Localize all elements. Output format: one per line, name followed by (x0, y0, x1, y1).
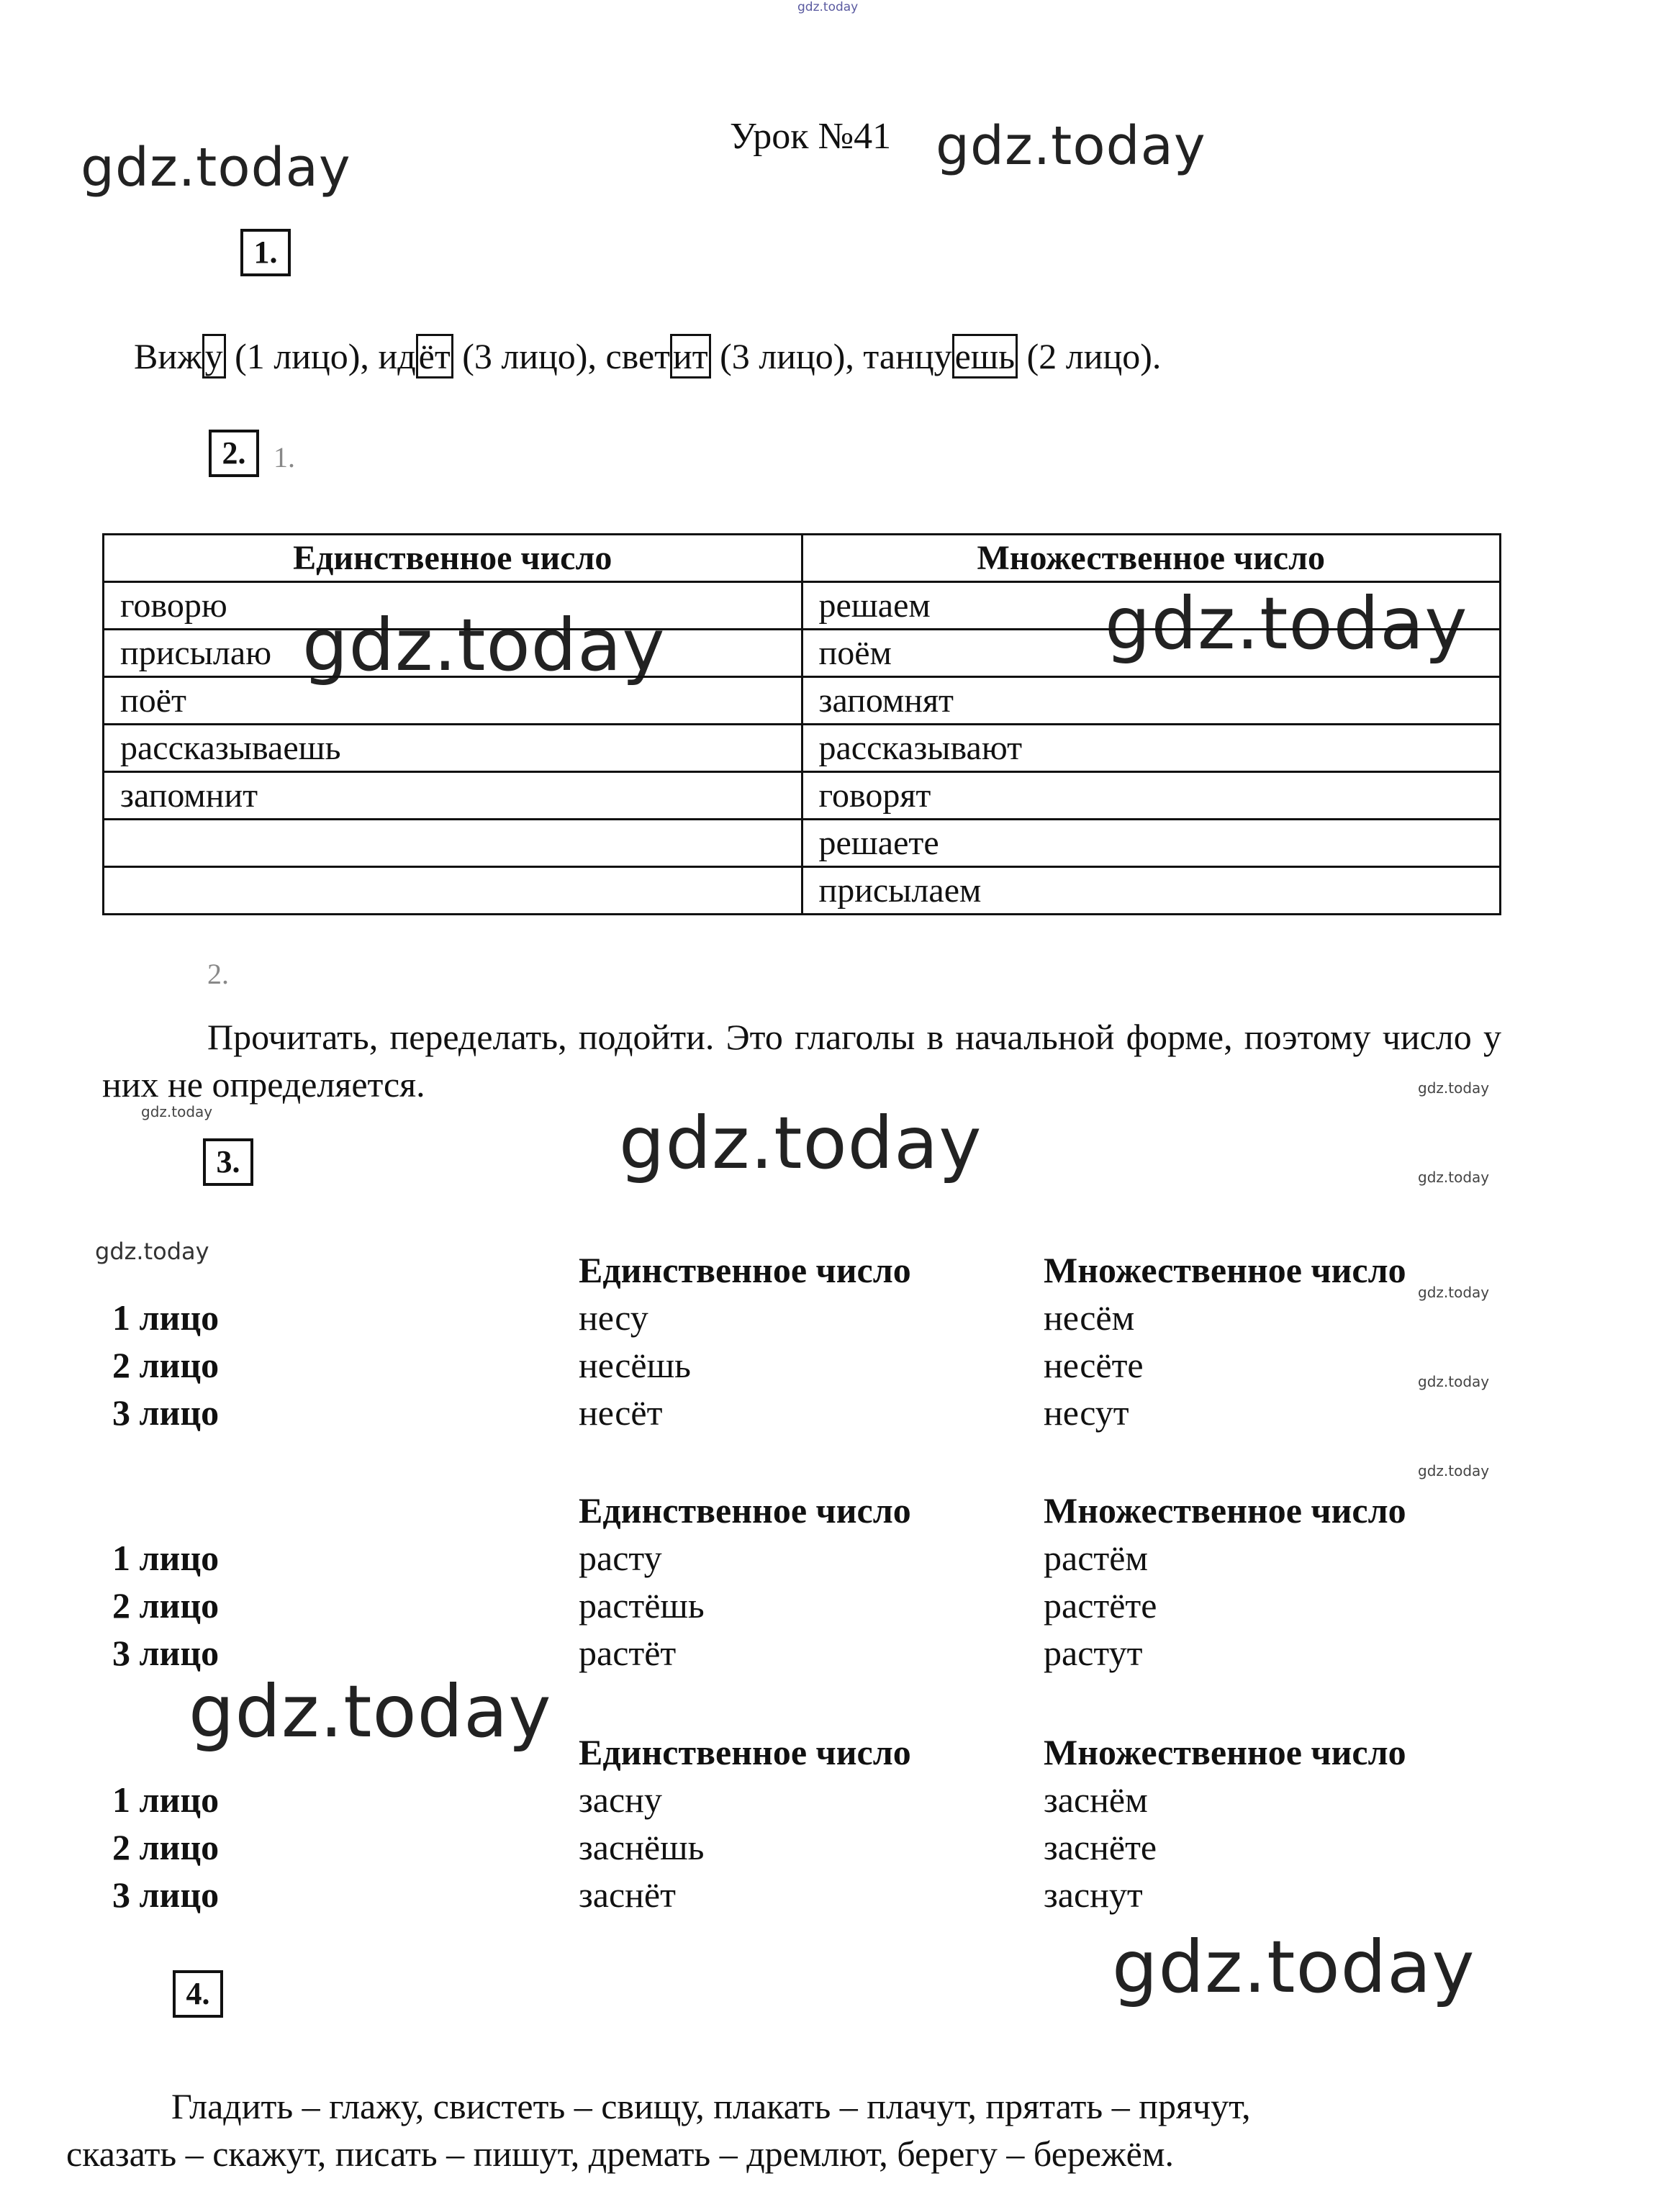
form-singular: растёшь (579, 1585, 705, 1626)
person-label: 2 лицо (112, 1345, 220, 1385)
watermark: gdz.today (1418, 1284, 1490, 1301)
word-stem: свет (605, 336, 671, 376)
table-row (104, 725, 1501, 772)
watermark: gdz.today (1418, 1079, 1490, 1097)
word-ending-box: ешь (952, 334, 1018, 379)
form-plural: заснут (1044, 1875, 1143, 1915)
watermark: gdz.today (302, 603, 666, 687)
cell-plural: запомнят (802, 677, 1501, 725)
cell-singular: запомнит (104, 772, 802, 820)
form-singular: засну (579, 1780, 662, 1820)
form-plural: несёте (1044, 1345, 1144, 1385)
header-plural: Множественное число (1044, 1732, 1406, 1772)
watermark: gdz.today (95, 1238, 209, 1265)
watermark: gdz.today (81, 137, 351, 199)
cell-singular: рассказываешь (104, 725, 802, 772)
form-plural: растём (1044, 1538, 1149, 1578)
person-label: 3 лицо (112, 1633, 220, 1673)
cell-singular (104, 820, 802, 867)
watermark: gdz.today (141, 1103, 213, 1120)
cell-singular: поёт (104, 677, 802, 725)
word-stem: ид (378, 336, 416, 376)
task-number-3: 3. (203, 1138, 253, 1186)
form-singular: несёт (579, 1392, 663, 1433)
word-ending-box: ит (670, 334, 711, 379)
form-plural: заснём (1044, 1780, 1148, 1820)
form-singular: несёшь (579, 1345, 691, 1385)
header-singular: Единственное число (579, 1490, 911, 1531)
person-note: (3 лицо), (453, 336, 606, 376)
task4-line-2: сказать – скажут, писать – пишут, дремать – дремлют, берегу – бережём. (66, 2134, 1174, 2174)
form-singular: растёт (579, 1633, 677, 1673)
table-row (104, 582, 1501, 630)
person-label: 2 лицо (112, 1585, 220, 1626)
watermark: gdz.today (1418, 1462, 1490, 1479)
cell-plural: говорят (802, 772, 1501, 820)
person-label: 3 лицо (112, 1392, 220, 1433)
person-note: (2 лицо). (1018, 336, 1162, 376)
person-label: 3 лицо (112, 1875, 220, 1915)
watermark: gdz.today (1418, 1373, 1490, 1390)
header-plural: Множественное число (802, 535, 1501, 582)
person-label: 1 лицо (112, 1297, 220, 1338)
watermark: gdz.today (936, 115, 1206, 177)
person-note: (1 лицо), (225, 336, 379, 376)
header-singular: Единственное число (104, 535, 802, 582)
watermark-top: gdz.today (797, 0, 859, 14)
number-table (102, 533, 1501, 915)
task-number-2: 2. (209, 430, 259, 477)
watermark: gdz.today (189, 1669, 552, 1754)
word-stem: танцу (863, 336, 952, 376)
form-singular: расту (579, 1538, 662, 1578)
header-singular: Единственное число (579, 1250, 911, 1290)
subtask-number: 1. (273, 441, 295, 473)
cell-singular (104, 867, 802, 915)
form-singular: несу (579, 1297, 648, 1338)
header-singular: Единственное число (579, 1732, 911, 1772)
form-plural: растёте (1044, 1585, 1157, 1626)
form-plural: заснёте (1044, 1827, 1157, 1867)
table-row (104, 772, 1501, 820)
person-label: 1 лицо (112, 1538, 220, 1578)
cell-plural: присылаем (802, 867, 1501, 915)
header-plural: Множественное число (1044, 1250, 1406, 1290)
word-ending-box: ёт (416, 334, 453, 379)
header-plural: Множественное число (1044, 1490, 1406, 1531)
form-plural: растут (1044, 1633, 1143, 1673)
task2-paragraph: Прочитать, переделать, подойти. Это глаголы в начальной форме, поэтому число у них не определяется. (102, 1017, 1501, 1105)
subtask-number: 2. (207, 958, 229, 990)
person-label: 2 лицо (112, 1827, 220, 1867)
form-singular: заснёт (579, 1875, 676, 1915)
cell-plural: поём (802, 630, 1501, 677)
form-plural: несём (1044, 1297, 1135, 1338)
task4-line-1: Гладить – глажу, свистеть – свищу, плакать – плачут, прятать – прячут, (171, 2086, 1251, 2126)
watermark: gdz.today (619, 1101, 982, 1185)
form-singular: заснёшь (579, 1827, 705, 1867)
person-note: (3 лицо), (710, 336, 864, 376)
task-number-4: 4. (173, 1970, 223, 2018)
task-number-1: 1. (240, 229, 291, 276)
form-plural: несут (1044, 1392, 1129, 1433)
table-row (104, 630, 1501, 677)
page-title: Урок №41 (730, 116, 892, 157)
word-stem: Виж (134, 336, 202, 376)
cell-plural: решаете (802, 820, 1501, 867)
cell-singular: говорю (104, 582, 802, 630)
watermark: gdz.today (1418, 1169, 1490, 1186)
table-row (104, 867, 1501, 915)
word-ending-box: у (202, 334, 226, 379)
watermark: gdz.today (1105, 581, 1468, 666)
table-row (104, 820, 1501, 867)
cell-plural: рассказывают (802, 725, 1501, 772)
person-label: 1 лицо (112, 1780, 220, 1820)
table-row (104, 677, 1501, 725)
cell-plural: решаем (802, 582, 1501, 630)
task1-text (134, 335, 1161, 377)
watermark: gdz.today (1112, 1925, 1475, 2009)
cell-singular: присылаю (104, 630, 802, 677)
